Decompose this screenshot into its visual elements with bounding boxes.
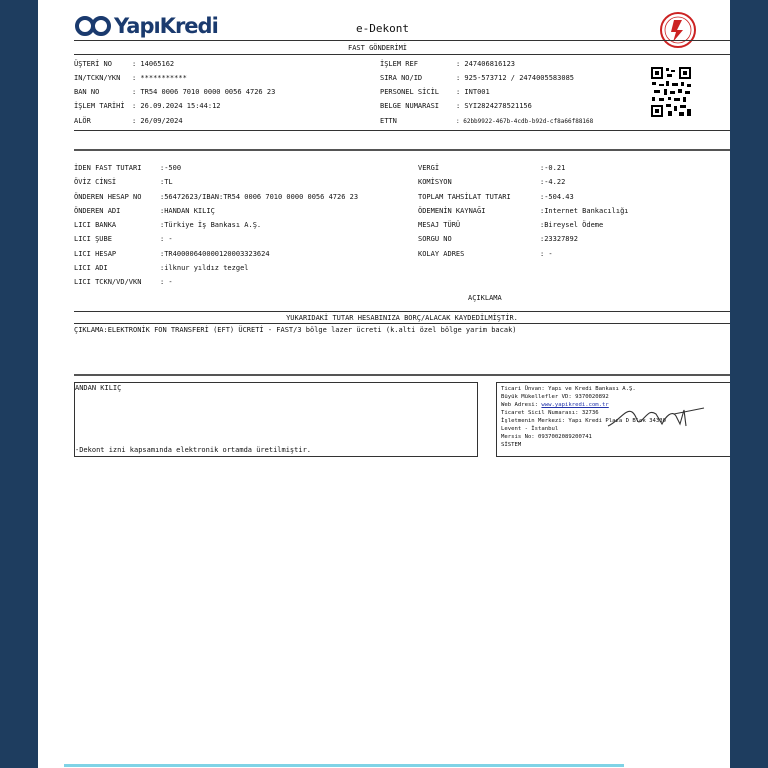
- info-row: İŞLEM REF : 247406816123: [380, 60, 516, 68]
- info-row: IN/TCKN/YKN : ***********: [74, 74, 187, 82]
- subtitle-divider: [74, 54, 730, 55]
- transfer-row: TOPLAM TAHSİLAT TUTARI :-504.43: [418, 193, 574, 201]
- document-subtitle: FAST GÖNDERİMİ: [348, 44, 408, 52]
- signature-icon: [606, 404, 706, 432]
- transfer-row: MESAJ TÜRÜ :Bireysel Ödeme: [418, 221, 604, 229]
- transfer-row: LICI TCKN/VD/VKN : -: [74, 278, 173, 286]
- transfer-row: LICI BANKA :Türkiye İş Bankası A.Ş.: [74, 221, 262, 229]
- info-row: SIRA NO/ID : 925-573712 / 2474005583085: [380, 74, 575, 82]
- transfer-row: KOMİSYON :-4.22: [418, 178, 566, 186]
- section-divider: [74, 130, 730, 131]
- info-row: ETTN : 62bb9922-467b-4cdb-b92d-cf8a66f88168: [380, 117, 594, 125]
- transfer-row: LICI ADI :ilknur yıldız tezgel: [74, 264, 249, 272]
- transfer-row: ÖNDEREN ADI :HANDAN KILIÇ: [74, 207, 215, 215]
- transfer-row: LICI HESAP :TR400006400001200033236​24: [74, 250, 270, 258]
- section-divider: [74, 374, 730, 376]
- yapikredi-logo-icon: [74, 15, 112, 37]
- page-bottom-edge: [64, 764, 624, 767]
- aciklama-text: ÇIKLAMA:ELEKTRONİK FON TRANSFERİ (EFT) ÜCRETİ - FAST/3 bölge lazer ücreti (k.alti özel bölge yarim bacak): [74, 326, 517, 334]
- transfer-row: ÖNDEREN HESAP NO :56472623/IBAN:TR54 0006 7010 0000 0056 4726 23: [74, 193, 359, 201]
- debit-credit-notice: YUKARIDAKİ TUTAR HESABINIZA BORÇ/ALACAK KAYDEDİLMİŞTİR.: [286, 314, 518, 322]
- header-divider: [74, 40, 730, 41]
- info-row: ÜŞTERİ NO : 14065162: [74, 60, 175, 68]
- section-divider: [74, 149, 730, 151]
- info-row: BAN NO : TR54 0006 7010 0000 0056 4726 23: [74, 88, 276, 96]
- transfer-row: SORGU NO :23327892: [418, 235, 578, 243]
- transfer-row: VERGİ :-0.21: [418, 164, 566, 172]
- notice-divider: [74, 311, 730, 312]
- bank-logo: [74, 14, 218, 38]
- bank-website-link[interactable]: www.yapikredi.com.tr: [541, 402, 609, 408]
- info-row: PERSONEL SİCİL : INT001: [380, 88, 490, 96]
- info-row: ALÖR : 26/09/2024: [74, 117, 183, 125]
- transfer-row: ÖDEMENİN KAYNAĞI :Internet Bankacılığı: [418, 207, 629, 215]
- electronic-notice: -Dekont izni kapsamında elektronik ortamda üretilmiştir.: [75, 446, 312, 454]
- customer-name: ANDAN KILIÇ: [75, 384, 122, 392]
- info-row: BELGE NUMARASI : SYI2824278521156: [380, 102, 532, 110]
- transfer-row: İDEN FAST TUTARI :-500: [74, 164, 182, 172]
- bank-info-box: Ticari Ünvan: Yapı ve Kredi Bankası A.Ş. Büyük Mükellefler VD: 9370020892 Web Adresi: www.yapikredi.com.tr Ticaret Sicil Numarası: 32736 İşletmenin Merkezi: Yapı Kredi Plaza D Blok 34330 Levent - İstanbul Mersis No: 0937002089200741 SİSTEM: [496, 382, 730, 457]
- transfer-row: ÖVİZ CİNSİ :TL: [74, 178, 173, 186]
- notice-divider: [74, 323, 730, 324]
- logo-text: YapıKredi: [114, 14, 218, 38]
- qr-code-icon: [650, 66, 692, 118]
- document-title: e-Dekont: [356, 22, 409, 35]
- transfer-row: LICI ŞUBE : -: [74, 235, 173, 243]
- customer-signature-box: [74, 382, 478, 457]
- bank-seal-icon: [658, 8, 698, 52]
- info-row: İŞLEM TARİHİ : 26.09.2024 15:44:12: [74, 102, 221, 110]
- receipt-page: [38, 0, 730, 768]
- aciklama-heading: AÇIKLAMA: [468, 294, 502, 302]
- transfer-row: KOLAY ADRES : -: [418, 250, 553, 258]
